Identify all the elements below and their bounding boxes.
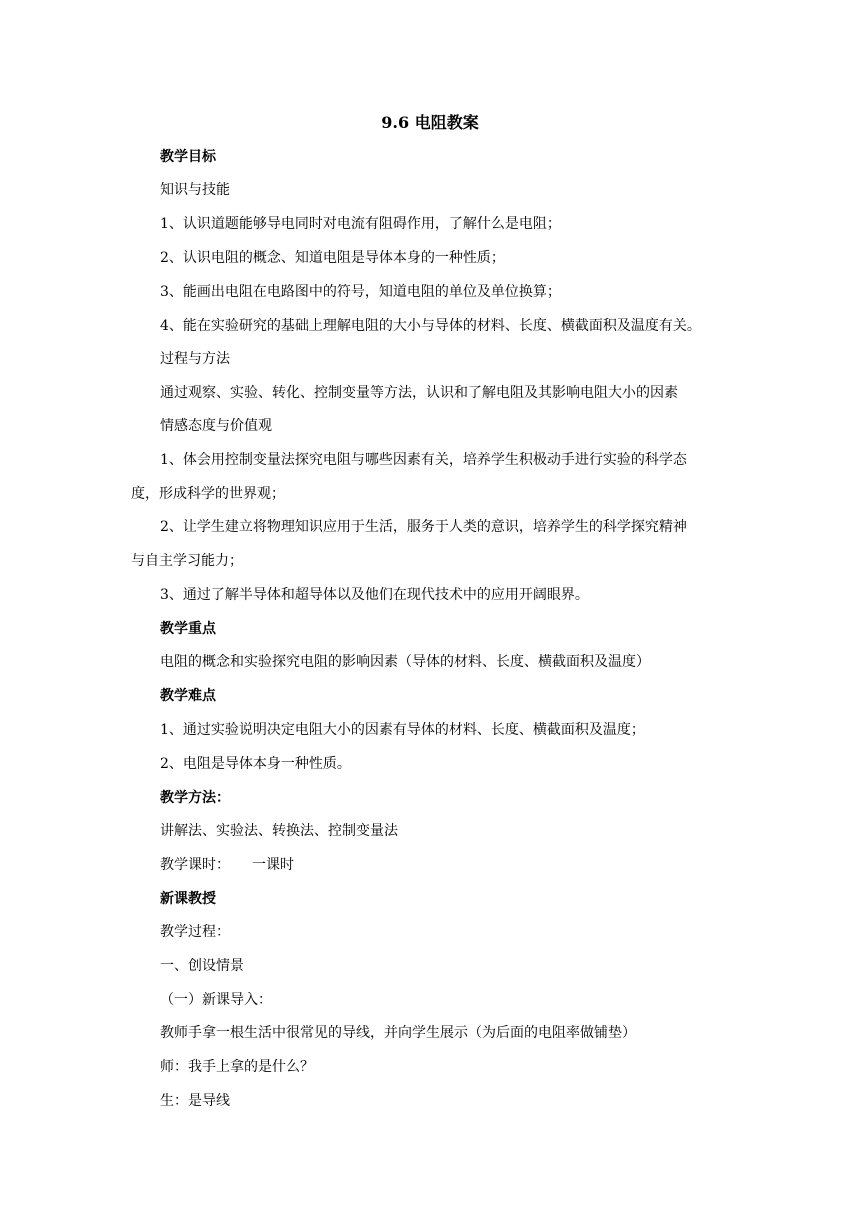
hours-label: 教学课时： — [160, 857, 230, 873]
goals-heading: 教学目标 — [160, 149, 216, 165]
difficulty-item: 2、电阻是导体本身一种性质。 — [160, 756, 351, 772]
knowledge-item: 4、能在实验研究的基础上理解电阻的大小与导体的材料、长度、横截面积及温度有关。 — [160, 318, 701, 334]
emotion-item-line: 2、让学生建立将物理知识应用于生活，服务于人类的意识，培养学生的科学探究精神 — [160, 519, 687, 535]
hours-line — [160, 855, 294, 875]
emotion-item-line: 度，形成科学的世界观； — [131, 486, 285, 502]
emotion-item-line: 1、体会用控制变量法探究电阻与哪些因素有关，培养学生积极动手进行实验的科学态 — [160, 452, 687, 468]
new-lesson-heading: 新课教授 — [160, 891, 216, 907]
process-label: 教学过程： — [160, 924, 230, 940]
knowledge-item: 2、认识电阻的概念、知道电阻是导体本身的一种性质； — [160, 250, 505, 266]
difficulty-item: 1、通过实验说明决定电阻大小的因素有导体的材料、长度、横截面积及温度； — [160, 722, 645, 738]
method-text: 讲解法、实验法、转换法、控制变量法 — [160, 823, 398, 839]
intro-text: 教师手拿一根生活中很常见的导线，并向学生展示（为后面的电阻率做铺垫） — [160, 1025, 636, 1041]
section-heading: 一、创设情景 — [160, 958, 244, 974]
student-line: 生：是导线 — [160, 1093, 230, 1109]
emotion-item-line: 3、通过了解半导体和超导体以及他们在现代技术中的应用开阔眼界。 — [160, 587, 589, 603]
process-heading: 过程与方法 — [160, 351, 230, 367]
knowledge-heading: 知识与技能 — [160, 182, 230, 198]
knowledge-item: 1、认识道题能够导电同时对电流有阻碍作用，了解什么是电阻； — [160, 216, 561, 232]
emotion-item-line: 与自主学习能力； — [131, 553, 243, 569]
process-text: 通过观察、实验、转化、控制变量等方法，认识和了解电阻及其影响电阻大小的因素 — [160, 385, 678, 401]
hours-value: 一课时 — [252, 857, 294, 873]
key-text: 电阻的概念和实验探究电阻的影响因素（导体的材料、长度、横截面积及温度） — [160, 654, 650, 670]
difficulty-heading: 教学难点 — [160, 688, 216, 704]
emotion-heading: 情感态度与价值观 — [160, 418, 272, 434]
subsection-heading: （一）新课导入： — [160, 992, 272, 1008]
document-title: 9.6 电阻教案 — [381, 113, 479, 132]
knowledge-item: 3、能画出电阻在电路图中的符号，知道电阻的单位及单位换算； — [160, 284, 561, 300]
teacher-line: 师：我手上拿的是什么？ — [160, 1059, 314, 1075]
key-heading: 教学重点 — [160, 621, 216, 637]
method-heading: 教学方法： — [160, 790, 230, 806]
